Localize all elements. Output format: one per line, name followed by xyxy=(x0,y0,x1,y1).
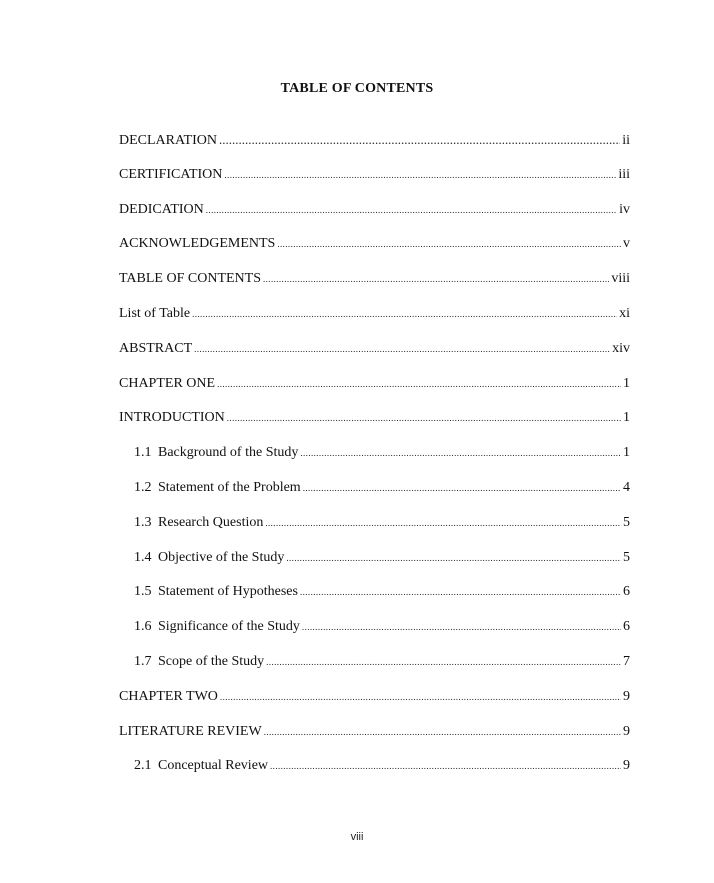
toc-entry-page: viii xyxy=(611,271,630,287)
toc-dot-leader xyxy=(220,687,621,707)
toc-dot-leader xyxy=(217,374,621,394)
toc-entry-title: Background of the Study xyxy=(158,445,299,461)
toc-entry-number: 1.3 xyxy=(134,514,152,530)
toc-entry-title: INTRODUCTION xyxy=(119,410,225,426)
toc-entry[interactable] xyxy=(119,374,630,409)
toc-entry[interactable] xyxy=(119,722,630,757)
toc-entry-page: iv xyxy=(619,201,630,217)
toc-entry-number: 1.4 xyxy=(134,549,152,565)
toc-entry-title: CHAPTER ONE xyxy=(119,375,216,391)
toc-entry-title: CERTIFICATION xyxy=(119,166,223,182)
toc-entry-title: LITERATURE REVIEW xyxy=(119,723,262,739)
toc-entry-page: 7 xyxy=(623,653,630,669)
toc-dot-leader xyxy=(219,130,620,150)
toc-entry-title: DEDICATION xyxy=(119,201,204,217)
toc-entry-label xyxy=(119,269,261,289)
toc-entry-page: v xyxy=(623,236,630,252)
toc-entry-page: 6 xyxy=(623,619,630,635)
toc-entry-title: Objective of the Study xyxy=(158,549,285,565)
toc-entry-title: Statement of Hypotheses xyxy=(158,584,298,600)
toc-dot-leader xyxy=(206,200,617,220)
toc-entry-label xyxy=(119,339,192,359)
toc-entry-label xyxy=(119,234,275,254)
toc-dot-leader xyxy=(265,513,621,533)
toc-dot-leader xyxy=(277,234,621,254)
toc-entry-title: Significance of the Study xyxy=(158,619,300,635)
toc-entry[interactable] xyxy=(119,687,630,722)
toc-entry-page: 1 xyxy=(623,445,630,461)
toc-entry-page: xi xyxy=(619,305,630,321)
toc-entry-page: 6 xyxy=(623,584,630,600)
toc-entry-label xyxy=(134,478,301,498)
toc-dot-leader xyxy=(224,165,616,185)
toc-dot-leader xyxy=(300,582,621,602)
toc-entry-title: Research Question xyxy=(158,514,264,530)
toc-entry-title: ABSTRACT xyxy=(119,340,193,356)
toc-dot-leader xyxy=(270,756,621,776)
toc-entry[interactable] xyxy=(119,617,630,652)
toc-entry[interactable] xyxy=(119,548,630,583)
toc-entry[interactable] xyxy=(119,652,630,687)
toc-dot-leader xyxy=(192,304,617,324)
toc-entry[interactable] xyxy=(119,756,630,791)
toc-entry-title: Conceptual Review xyxy=(158,758,269,774)
toc-entry[interactable] xyxy=(119,582,630,617)
toc-entry-label xyxy=(134,513,263,533)
toc-dot-leader xyxy=(194,339,610,359)
toc-entry-number: 1.7 xyxy=(134,653,152,669)
toc-entry-number: 1.6 xyxy=(134,619,152,635)
toc-entry-title: TABLE OF CONTENTS xyxy=(119,271,261,287)
toc-entry-label xyxy=(134,443,298,463)
toc-entry[interactable] xyxy=(119,130,630,165)
toc-entry[interactable] xyxy=(119,443,630,478)
toc-entry-label xyxy=(119,687,218,707)
toc-entry-label xyxy=(134,652,264,672)
toc-dot-leader xyxy=(286,548,621,568)
toc-entry-page: iii xyxy=(618,166,630,182)
toc-dot-leader xyxy=(303,478,621,498)
toc-dot-leader xyxy=(264,722,621,742)
toc-entry-page: xiv xyxy=(612,340,630,356)
toc-entry[interactable] xyxy=(119,304,630,339)
toc-entry-label xyxy=(119,374,215,394)
toc-entry-title: Statement of the Problem xyxy=(158,479,301,495)
toc-entry-title: CHAPTER TWO xyxy=(119,688,218,704)
toc-entry-page: ii xyxy=(622,133,630,148)
toc-entry-label xyxy=(119,304,190,324)
page-title: TABLE OF CONTENTS xyxy=(280,81,434,96)
toc-entry-label xyxy=(134,617,300,637)
toc-entry-page: 4 xyxy=(623,479,630,495)
toc-entry-number: 1.2 xyxy=(134,479,152,495)
toc-dot-leader xyxy=(266,652,621,672)
page-number: viii xyxy=(350,831,364,843)
toc-entry-label xyxy=(134,582,298,602)
toc-entry-page: 1 xyxy=(623,410,630,426)
toc-entry-title: List of Table xyxy=(119,305,191,321)
toc-entry-page: 9 xyxy=(623,758,630,774)
toc-entry-number: 1.5 xyxy=(134,584,152,600)
toc-entry[interactable] xyxy=(119,269,630,304)
toc-entry-label xyxy=(119,200,204,220)
toc-entry-title: DECLARATION xyxy=(119,133,217,148)
toc-entry[interactable] xyxy=(119,513,630,548)
toc-entry[interactable] xyxy=(119,200,630,235)
toc-entry-number: 1.1 xyxy=(134,445,152,461)
toc-entry-page: 5 xyxy=(623,514,630,530)
toc-entry-label xyxy=(134,548,284,568)
toc-entry[interactable] xyxy=(119,339,630,374)
toc-entry[interactable] xyxy=(119,478,630,513)
toc-entry-label xyxy=(119,722,262,742)
table-of-contents xyxy=(119,130,630,791)
toc-entry-page: 9 xyxy=(623,688,630,704)
toc-entry-label xyxy=(119,131,217,151)
toc-entry-page: 9 xyxy=(623,723,630,739)
toc-entry-number: 2.1 xyxy=(134,758,152,774)
toc-dot-leader xyxy=(227,408,621,428)
toc-entry-label xyxy=(119,408,225,428)
toc-dot-leader xyxy=(263,269,609,289)
toc-entry-title: ACKNOWLEDGEMENTS xyxy=(119,236,276,252)
toc-entry-label xyxy=(134,756,268,776)
toc-entry-page: 5 xyxy=(623,549,630,565)
toc-entry[interactable] xyxy=(119,408,630,443)
toc-dot-leader xyxy=(300,443,621,463)
toc-entry[interactable] xyxy=(119,234,630,269)
toc-entry-page: 1 xyxy=(623,375,630,391)
toc-entry-label xyxy=(119,165,222,185)
toc-dot-leader xyxy=(302,617,621,637)
toc-entry-title: Scope of the Study xyxy=(158,653,265,669)
toc-entry[interactable] xyxy=(119,165,630,200)
